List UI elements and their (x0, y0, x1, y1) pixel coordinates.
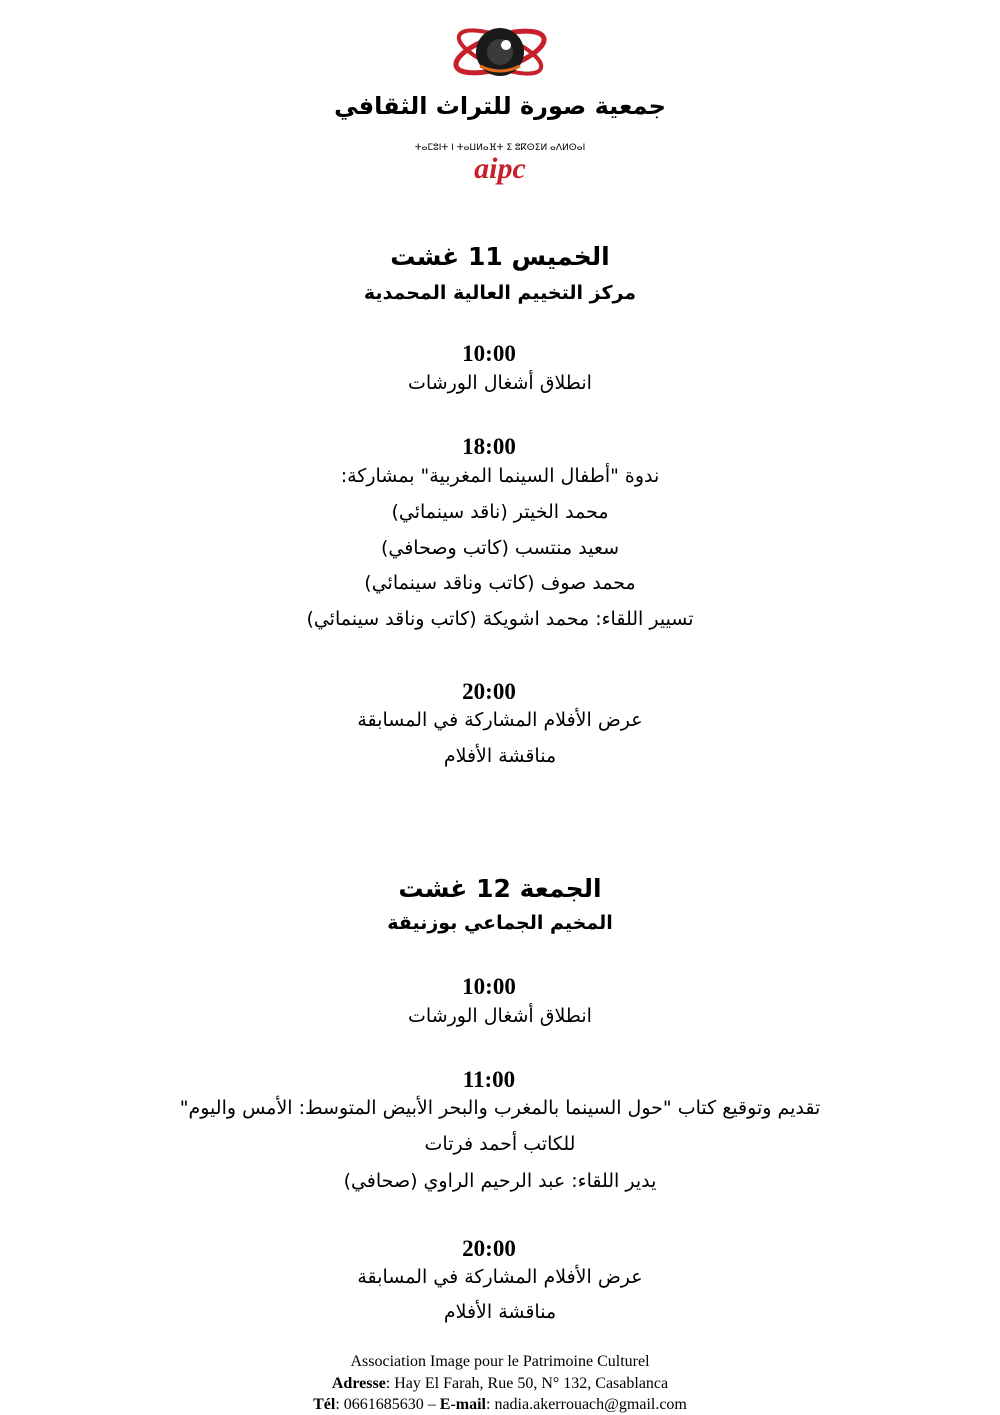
footer-organization: Association Image pour le Patrimoine Culturel (350, 1353, 650, 1370)
day-2-slot-2-line-2: للكاتب أحمد فرتات (424, 1133, 576, 1155)
day-2-slot-1-time: 10:00 (462, 974, 516, 999)
day-2-slot-2-time: 11:00 (462, 1067, 516, 1092)
day-1-slot-3-time: 20:00 (462, 679, 516, 704)
day-2-place: المخيم الجماعي بوزنيقة (387, 912, 613, 934)
day-1-slot-2-line-3: سعيد منتسب (كاتب وصحافي) (380, 537, 620, 559)
footer-contact (0, 1395, 1000, 1414)
day-1-slot-3-line-2: مناقشة الأفلام (443, 745, 557, 767)
day-2-slot-3-line-2: مناقشة الأفلام (443, 1301, 557, 1323)
footer-address (0, 1374, 1000, 1393)
day-2-title: الجمعة 12 غشت (398, 874, 602, 903)
footer-email-label: E-mail (439, 1396, 486, 1413)
day-1-slot-2-line-5: تسيير اللقاء: محمد اشويكة (كاتب وناقد سينمائي) (306, 608, 694, 630)
day-1-slot-2-line-4: محمد صوف (كاتب وناقد سينمائي) (364, 572, 636, 594)
day-2-slot-2-line-1: تقديم وتوقيع كتاب "حول السينما بالمغرب والبحر الأبيض المتوسط: الأمس واليوم" (179, 1097, 821, 1119)
footer-email-value[interactable]: : nadia.akerrouach@gmail.com (486, 1396, 687, 1413)
day-1-slot-3-line-1: عرض الأفلام المشاركة في المسابقة (357, 709, 643, 731)
footer-address-value: : Hay El Farah, Rue 50, N° 132, Casablanca (385, 1375, 669, 1392)
logo-abbreviation: aipc (474, 152, 526, 185)
day-2-slot-1-line-1: انطلاق أشغال الورشات (408, 1005, 592, 1027)
logo-arabic-name: جمعية صورة للتراث الثقافي (334, 92, 666, 120)
logo-tifinagh-name: ⵜⴰⵎⵓⵏⵜ ⵏ ⵜⴰⵡⵍⴰⴼⵜ ⵉ ⵓⴽⵙⵉⵍ ⴰⴷⵍⵙⴰⵏ (414, 143, 586, 153)
day-1-slot-2-line-1: ندوة "أطفال السينما المغربية" بمشاركة: (340, 465, 660, 487)
day-1-place: مركز التخييم العالية المحمدية (363, 282, 637, 304)
day-2-slot-3-line-1: عرض الأفلام المشاركة في المسابقة (357, 1266, 643, 1288)
day-1-title: الخميس 11 غشت (390, 242, 610, 271)
day-1-slot-1-line-1: انطلاق أشغال الورشات (408, 372, 592, 394)
day-1-slot-1-time: 10:00 (462, 341, 516, 366)
day-2-slot-3-time: 20:00 (462, 1236, 516, 1261)
footer-tel-value: : 0661685630 – (335, 1396, 440, 1413)
footer-address-label: Adresse (331, 1375, 386, 1392)
footer-tel-label: Tél (313, 1396, 336, 1413)
day-1-slot-2-line-2: محمد الخيتر (ناقد سينمائي) (391, 501, 609, 523)
day-1-slot-2-time: 18:00 (462, 434, 516, 459)
day-2-slot-2-line-3: يدير اللقاء: عبد الرحيم الراوي (صحافي) (343, 1170, 657, 1192)
